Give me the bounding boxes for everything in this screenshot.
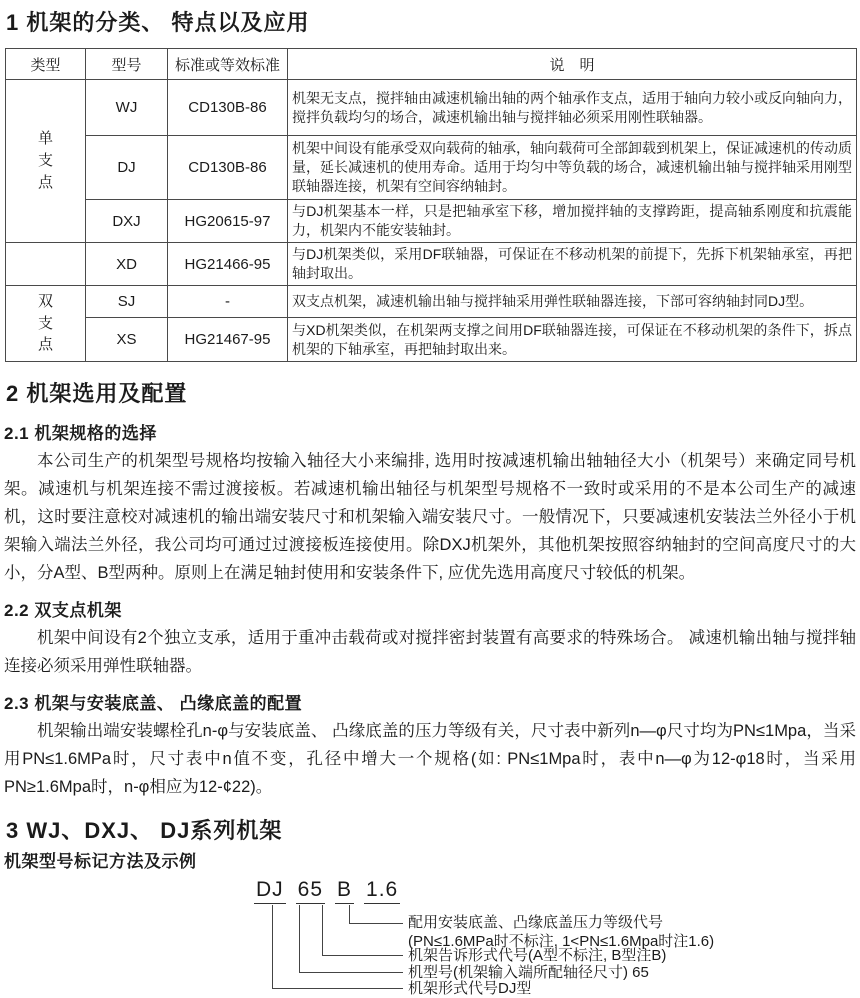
section2-1-paragraph: 本公司生产的机架型号规格均按输入轴径大小来编排, 选用时按减速机输出轴轴径大小（机架号）来确定同号机架。减速机与机架连接不需过渡接板。若减速机输出轴径与机架型号规格不一致时或采用的不是本公司生产的减速机，这时要注意校对减速机的输出端安装尺寸和机架输入端安装尺寸。一般情况下，只要减速机安装法兰外径小于机架输入端法兰外径，我公司均可通过过渡接板连接使用。除DXJ机架外，其他机架按照容纳轴封的空间高度尺寸的大小，分A型、B型两种。原则上在满足轴封使用和安装条件下, 应优先选用高度尺寸较低的机架。 — [4, 452, 856, 582]
table-row — [6, 243, 857, 286]
code-token-size: 65 — [296, 878, 325, 904]
connector-line-type — [272, 905, 403, 989]
desc-cell: 机架无支点，搅拌轴由减速机输出轴的两个轴承作支点，适用于轴向力较小或反向轴向力，搅拌负载均匀的场合，减速机输出轴与搅拌轴必须采用刚性联轴器。 — [288, 80, 857, 136]
model-cell: WJ — [86, 80, 168, 136]
model-cell: SJ — [86, 286, 168, 318]
desc-cell: 双支点机架，减速机输出轴与搅拌轴采用弹性联轴器连接，下部可容纳轴封同DJ型。 — [288, 286, 857, 318]
section2-1-heading: 2.1 机架规格的选择 — [4, 424, 157, 443]
code-token-pressure: 1.6 — [364, 878, 400, 904]
standard-cell: HG20615-97 — [168, 200, 288, 243]
designation-label-type: 机架形式代号DJ型 — [408, 980, 532, 997]
standard-cell: HG21467-95 — [168, 318, 288, 362]
table-row — [6, 318, 857, 362]
table-row — [6, 200, 857, 243]
code-token-form: B — [335, 878, 354, 904]
col-header-standard: 标准或等效标准 — [168, 49, 288, 80]
section2-2-heading: 2.2 双支点机架 — [4, 601, 122, 620]
standard-cell: CD130B-86 — [168, 136, 288, 200]
section2-3-heading: 2.3 机架与安装底盖、 凸缘底盖的配置 — [4, 694, 303, 713]
section2-2-paragraph: 机架中间设有2个独立支承，适用于重冲击载荷或对搅拌密封装置有高要求的特殊场合。 减速机输出轴与搅拌轴连接必须采用弹性联轴器。 — [4, 629, 856, 675]
standard-cell: CD130B-86 — [168, 80, 288, 136]
section1-heading: 1 机架的分类、 特点以及应用 — [6, 10, 310, 35]
model-cell: XD — [86, 243, 168, 286]
table-row — [6, 80, 857, 136]
designation-label-size: 机型号(机架输入端所配轴径尺寸) 65 — [408, 964, 649, 981]
table-header-row — [6, 49, 857, 80]
type-cell-empty — [6, 243, 86, 286]
model-cell: DXJ — [86, 200, 168, 243]
table-row — [6, 286, 857, 318]
section2-heading: 2 机架选用及配置 — [6, 381, 188, 406]
model-cell: XS — [86, 318, 168, 362]
desc-cell: 与XD机架类似，在机架两支撑之间用DF联轴器连接，可保证在不移动机架的条件下，拆点机架的下轴承室，再把轴封取出来。 — [288, 318, 857, 362]
designation-label-form: 机架告诉形式代号(A型不标注, B型注B) — [408, 947, 667, 964]
code-token-frame-type: DJ — [254, 878, 286, 904]
type-cell-double-support: 双支点 — [6, 286, 86, 362]
col-header-model: 型号 — [86, 49, 168, 80]
section3-heading: 3 WJ、DXJ、 DJ系列机架 — [6, 818, 283, 843]
frame-classification-table — [5, 48, 857, 362]
col-header-type: 类型 — [6, 49, 86, 80]
col-header-desc: 说 明 — [288, 49, 857, 80]
desc-cell: 机架中间设有能承受双向载荷的轴承，轴向载荷可全部卸载到机架上，保证减速机的传动质量，延长减速机的使用寿命。适用于均匀中等负载的场合，减速机输出轴与搅拌轴采用刚型联轴器连接，机架有空间容纳轴封。 — [288, 136, 857, 200]
type-cell-single-support: 单支点 — [6, 80, 86, 243]
model-code — [254, 878, 400, 904]
table-row — [6, 136, 857, 200]
designation-label-pressure: 配用安装底盖、凸缘底盖压力等级代号 (PN≤1.6MPa时不标注, 1<PN≤1.6Mpa时注1.6) — [408, 914, 715, 950]
section2-3-paragraph: 机架输出端安装螺栓孔n-φ与安装底盖、 凸缘底盖的压力等级有关，尺寸表中新列n—φ尺寸均为PN≤1Mpa，当采用PN≤1.6MPa时，尺寸表中n值不变，孔径中增大一个规格(如: PN≤1Mpa时，表中n—φ为12-φ18时，当采用PN≥1.6Mpa时，n-φ相应为12-¢22)。 — [4, 722, 856, 796]
model-cell: DJ — [86, 136, 168, 200]
standard-cell: - — [168, 286, 288, 318]
standard-cell: HG21466-95 — [168, 243, 288, 286]
desc-cell: 与DJ机架基本一样，只是把轴承室下移，增加搅拌轴的支撑跨距，提高轴系刚度和抗震能力，机架内不能安装轴封。 — [288, 200, 857, 243]
desc-cell: 与DJ机架类似，采用DF联轴器，可保证在不移动机架的前提下，先拆下机架轴承室，再把轴封取出。 — [288, 243, 857, 286]
section3-subheading: 机架型号标记方法及示例 — [4, 852, 197, 871]
